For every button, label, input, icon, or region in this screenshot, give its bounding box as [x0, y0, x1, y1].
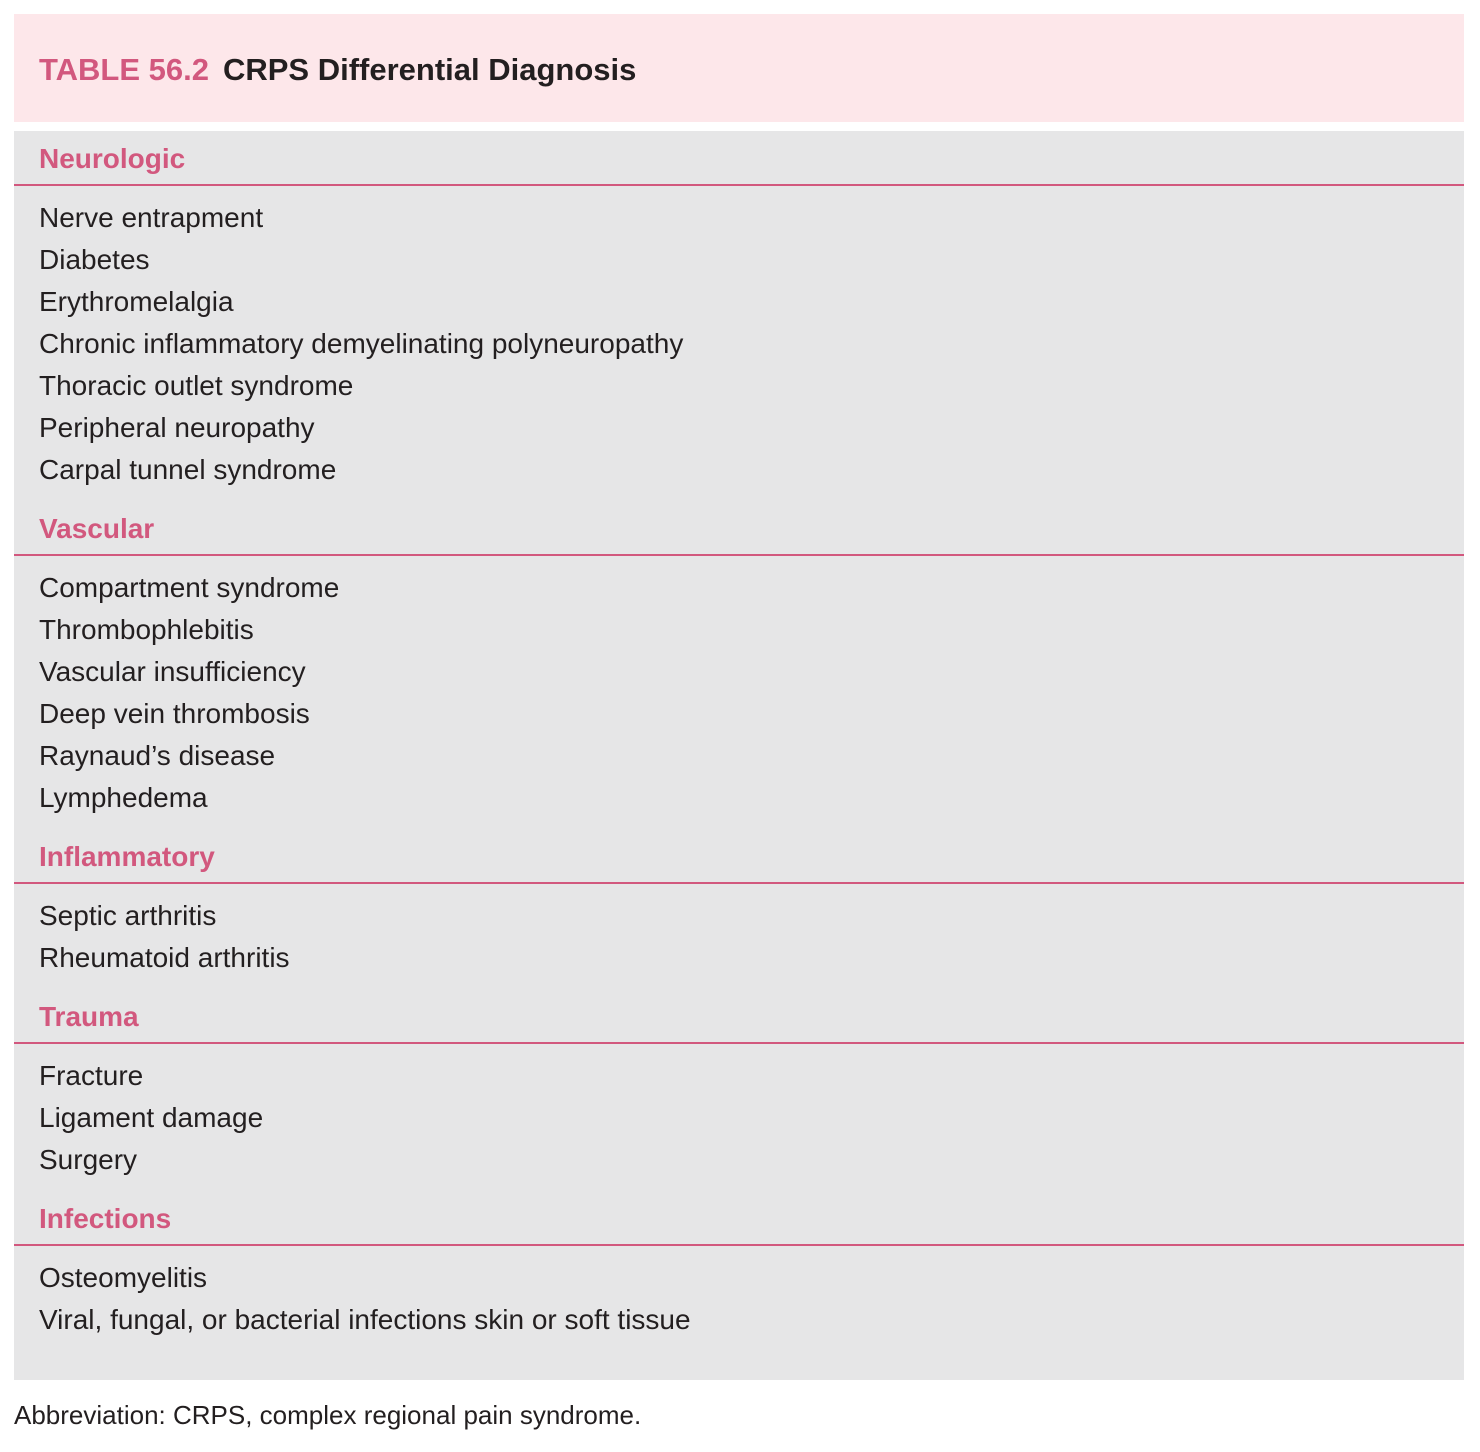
list-item: Septic arthritis — [39, 900, 217, 931]
list-item: Surgery — [39, 1144, 138, 1175]
list-item: Deep vein thrombosis — [39, 698, 310, 729]
list-item: Rheumatoid arthritis — [39, 942, 290, 973]
section-items — [14, 884, 1464, 989]
list-item: Osteomyelitis — [39, 1262, 208, 1293]
list-item: Thrombophlebitis — [39, 614, 254, 645]
section-items — [14, 1044, 1464, 1191]
list-item: Nerve entrapment — [39, 202, 264, 233]
list-item: Carpal tunnel syndrome — [39, 454, 337, 485]
section-infections — [14, 1191, 1464, 1351]
section-heading: Trauma — [14, 989, 1464, 1044]
table-number: TABLE 56.2 — [39, 52, 209, 87]
section-items — [14, 186, 1464, 501]
list-item: Chronic inflammatory demyelinating polyneuropathy — [39, 328, 684, 359]
section-items — [14, 1246, 1464, 1351]
list-item: Diabetes — [39, 244, 150, 275]
list-item: Viral, fungal, or bacterial infections skin or soft tissue — [39, 1304, 691, 1335]
table-title-bar — [14, 14, 1464, 122]
list-item: Raynaud’s disease — [39, 740, 276, 771]
list-item: Fracture — [39, 1060, 144, 1091]
footnote: Abbreviation: CRPS, complex regional pain syndrome. — [14, 1400, 642, 1430]
section-items — [14, 556, 1464, 829]
list-item: Peripheral neuropathy — [39, 412, 315, 443]
section-trauma — [14, 989, 1464, 1191]
list-item: Thoracic outlet syndrome — [39, 370, 354, 401]
table-title: CRPS Differential Diagnosis — [222, 52, 637, 87]
section-heading: Inflammatory — [14, 829, 1464, 884]
list-item: Ligament damage — [39, 1102, 264, 1133]
list-item: Compartment syndrome — [39, 572, 340, 603]
section-neurologic — [14, 131, 1464, 501]
section-heading: Vascular — [14, 501, 1464, 556]
list-item: Erythromelalgia — [39, 286, 234, 317]
list-item: Lymphedema — [39, 782, 208, 813]
section-inflammatory — [14, 829, 1464, 989]
table-body — [14, 131, 1464, 1380]
list-item: Vascular insufficiency — [39, 656, 306, 687]
section-vascular — [14, 501, 1464, 829]
section-heading: Neurologic — [14, 131, 1464, 186]
section-heading: Infections — [14, 1191, 1464, 1246]
